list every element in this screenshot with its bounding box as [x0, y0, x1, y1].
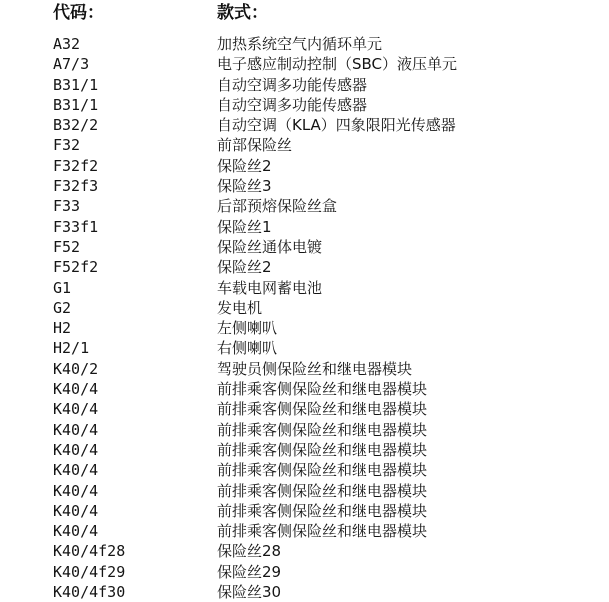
table-row: [0, 95, 609, 115]
table-row: [0, 501, 609, 521]
component-description: 前排乘客侧保险丝和继电器模块: [217, 522, 428, 541]
component-code: F52: [53, 237, 81, 256]
component-description: 前排乘客侧保险丝和继电器模块: [217, 481, 428, 500]
component-description: 左侧喇叭: [217, 319, 278, 338]
component-code: F32: [53, 136, 81, 155]
component-description: 右侧喇叭: [217, 339, 278, 358]
component-code: F33: [53, 197, 81, 216]
component-code: K40/4: [53, 501, 99, 520]
component-code: K40/4f29: [53, 562, 126, 581]
component-code: K40/4f30: [53, 583, 126, 602]
table-row: [0, 562, 609, 582]
component-code: F32f2: [53, 156, 99, 175]
table-row: [0, 135, 609, 155]
component-description: 自动空调（KLA）四象限阳光传感器: [217, 116, 456, 135]
table-row: [0, 481, 609, 501]
table-row: [0, 237, 609, 257]
component-description: 自动空调多功能传感器: [217, 75, 368, 94]
component-code: F32f3: [53, 177, 99, 196]
table-row: [0, 75, 609, 95]
component-code: B31/1: [53, 75, 99, 94]
table-row: [0, 359, 609, 379]
component-description: 前排乘客侧保险丝和继电器模块: [217, 461, 428, 480]
table-row: [0, 257, 609, 277]
component-code: K40/4: [53, 522, 99, 541]
component-code: G1: [53, 278, 72, 297]
code-column-header: 代码：: [53, 3, 104, 23]
table-row: [0, 176, 609, 196]
component-description: 保险丝30: [217, 583, 282, 602]
component-code: K40/4f28: [53, 542, 126, 561]
component-description: 保险丝2: [217, 258, 272, 277]
component-code: K40/4: [53, 380, 99, 399]
table-row: [0, 196, 609, 216]
component-code: K40/4: [53, 461, 99, 480]
table-row: [0, 298, 609, 318]
component-description: 驾驶员侧保险丝和继电器模块: [217, 359, 413, 378]
component-code: B31/1: [53, 95, 99, 114]
table-row: [0, 278, 609, 298]
component-description: 电子感应制动控制（SBC）液压单元: [217, 55, 458, 74]
component-code: H2/1: [53, 339, 90, 358]
component-code: K40/4: [53, 440, 99, 459]
component-description: 保险丝3: [217, 177, 272, 196]
component-description: 保险丝2: [217, 156, 272, 175]
component-code: F52f2: [53, 258, 99, 277]
table-row: [0, 420, 609, 440]
table-row: [0, 379, 609, 399]
component-code: A7/3: [53, 55, 90, 74]
component-description: 保险丝28: [217, 542, 282, 561]
table-row: [0, 460, 609, 480]
table-row: [0, 318, 609, 338]
component-description: 前排乘客侧保险丝和继电器模块: [217, 440, 428, 459]
table-row: [0, 115, 609, 135]
component-description: 车载电网蓄电池: [217, 278, 323, 297]
component-code: A32: [53, 35, 81, 53]
component-description: 前排乘客侧保险丝和继电器模块: [217, 400, 428, 419]
component-description: 前排乘客侧保险丝和继电器模块: [217, 380, 428, 399]
table-row: [0, 54, 609, 74]
table-row: [0, 338, 609, 358]
component-code: K40/4: [53, 420, 99, 439]
table-row: [0, 541, 609, 561]
component-list: [0, 34, 609, 602]
component-description: 保险丝29: [217, 562, 282, 581]
component-description: 保险丝1: [217, 217, 272, 236]
component-description: 保险丝通体电镀: [217, 237, 323, 256]
component-code: K40/4: [53, 400, 99, 419]
table-row: [0, 521, 609, 541]
component-description: 前排乘客侧保险丝和继电器模块: [217, 420, 428, 439]
table-row: [0, 217, 609, 237]
component-description: 发电机: [217, 298, 263, 317]
component-description: 自动空调多功能传感器: [217, 95, 368, 114]
component-code: G2: [53, 298, 72, 317]
table-row: [0, 440, 609, 460]
component-description: 前排乘客侧保险丝和继电器模块: [217, 501, 428, 520]
component-code: K40/2: [53, 359, 99, 378]
component-description: 后部预熔保险丝盒: [217, 197, 338, 216]
table-row: [0, 399, 609, 419]
component-description: 前部保险丝: [217, 136, 293, 155]
component-code: H2: [53, 319, 72, 338]
description-column-header: 款式：: [217, 3, 268, 23]
table-header: [0, 0, 609, 26]
component-code: F33f1: [53, 217, 99, 236]
component-description: 加热系统空气内循环单元: [217, 35, 383, 53]
component-code: B32/2: [53, 116, 99, 135]
table-row: [0, 34, 609, 54]
table-row: [0, 582, 609, 602]
component-code: K40/4: [53, 481, 99, 500]
table-row: [0, 156, 609, 176]
